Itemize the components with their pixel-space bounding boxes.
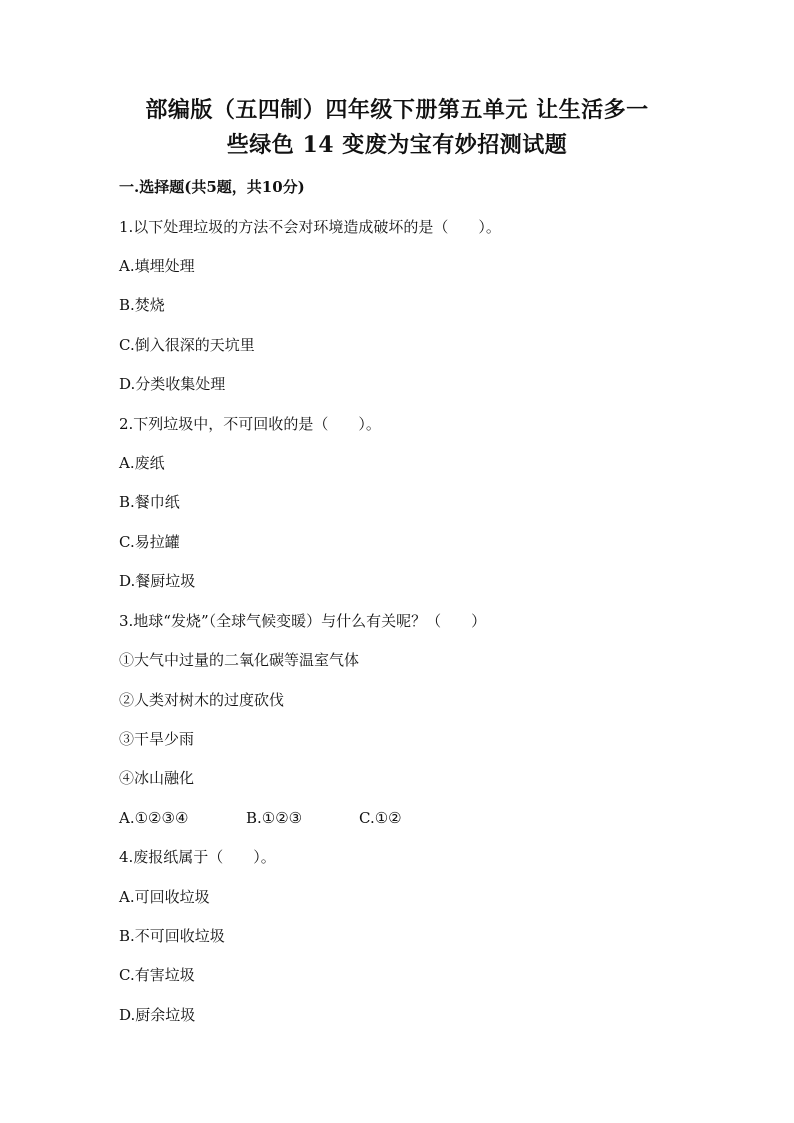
question-3-statement-1: ①大气中过量的二氧化碳等温室气体 xyxy=(119,651,360,669)
question-2-stem: 2.下列垃圾中，不可回收的是（ ）。 xyxy=(119,415,381,433)
question-2-option-b: B.餐巾纸 xyxy=(119,493,180,511)
question-4-option-a: A.可回收垃圾 xyxy=(119,888,210,906)
question-4-option-d: D.厨余垃圾 xyxy=(119,1006,196,1024)
question-3-option-c: C.①② xyxy=(359,809,402,827)
question-3-statement-4: ④冰山融化 xyxy=(119,769,195,787)
section-heading: 一.选择题(共5题，共10分) xyxy=(119,178,305,196)
question-2-option-d: D.餐厨垃圾 xyxy=(119,572,196,590)
question-4-stem: 4.废报纸属于（ ）。 xyxy=(119,848,276,866)
question-4-option-c: C.有害垃圾 xyxy=(119,966,195,984)
question-4-option-b: B.不可回收垃圾 xyxy=(119,927,225,945)
question-3-option-a: A.①②③④ xyxy=(119,809,189,827)
question-1-option-a: A.填埋处理 xyxy=(119,257,195,275)
question-3-statement-3: ③干旱少雨 xyxy=(119,730,195,748)
question-3-option-b: B.①②③ xyxy=(246,809,303,827)
question-3-statement-2: ②人类对树木的过度砍伐 xyxy=(119,691,285,709)
question-3-stem: 3.地球“发烧”（全球气候变暖）与什么有关呢？（ ） xyxy=(119,612,487,630)
page-title-line-2: 些绿色 14 变废为宝有妙招测试题 xyxy=(226,132,568,158)
question-1-option-d: D.分类收集处理 xyxy=(119,375,226,393)
question-1-stem: 1.以下处理垃圾的方法不会对环境造成破坏的是（ ）。 xyxy=(119,218,501,236)
question-2-option-a: A.废纸 xyxy=(119,454,165,472)
page-title-line-1: 部编版（五四制）四年级下册第五单元 让生活多一 xyxy=(145,97,649,123)
question-2-option-c: C.易拉罐 xyxy=(119,533,180,551)
question-1-option-b: B.焚烧 xyxy=(119,296,165,314)
question-1-option-c: C.倒入很深的天坑里 xyxy=(119,336,255,354)
